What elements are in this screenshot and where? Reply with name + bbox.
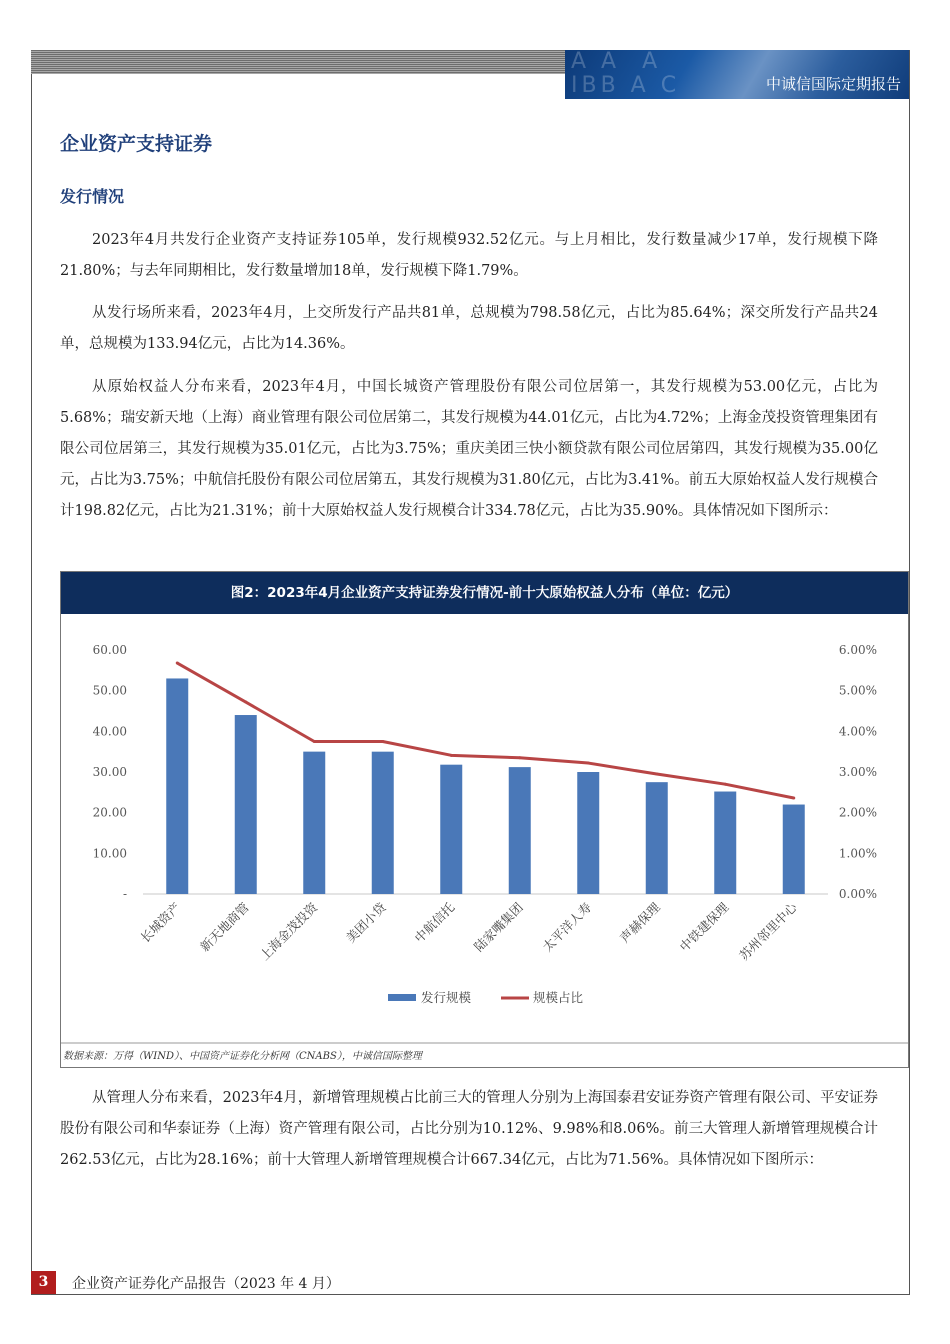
category-label: 声赫保理 (616, 899, 663, 946)
paragraph-originator-distribution: 从原始权益人分布来看，2023年4月，中国长城资产管理股份有限公司位居第一，其发行规模为53.00亿元，占比为5.68%；瑞安新天地（上海）商业管理有限公司位居第二，其发行规模为44.01亿元，占比为4.72%；上海金茂投资管理集团有限公司位居第三，其发行规模为35.01亿元，占比为3.75%；重庆美团三快小额贷款有限公司位居第四，其发行规模为35.00亿元，占比为3.75%；中航信托股份有限公司位居第五，其发行规模为31.80亿元，占比为3.41%。前五大原始权益人发行规模合计198.82亿元，占比为21.31%；前十大原始权益人发行规模合计334.78亿元，占比为35.90%。具体情况如下图所示： (60, 379, 878, 519)
line-scale-share (177, 663, 794, 798)
bar-issuance-scale (166, 678, 188, 894)
bar-issuance-scale (509, 767, 531, 894)
footer-rule (31, 1294, 910, 1295)
bar-issuance-scale (577, 772, 599, 894)
right-axis-tick-label: 2.00% (838, 805, 877, 820)
line-point-scale-share (381, 740, 384, 743)
category-label: 太平洋人寿 (539, 899, 595, 955)
right-axis-tick-label: 5.00% (838, 683, 877, 698)
section-title: 企业资产支持证券 (60, 133, 213, 155)
bar-issuance-scale (440, 765, 462, 894)
bar-issuance-scale (783, 805, 805, 894)
left-axis-tick-label: 60.00 (92, 643, 127, 657)
figure-caption: 图2：2023年4月企业资产支持证券发行情况-前十大原始权益人分布（单位：亿元） (61, 572, 908, 614)
paragraph-manager-distribution: 从管理人分布来看，2023年4月，新增管理规模占比前三大的管理人分别为上海国泰君安证券资产管理有限公司、平安证券股份有限公司和华泰证券（上海）资产管理有限公司，占比分别为10.12%、9.98%和8.06%。前三大管理人新增管理规模合计262.53亿元，占比为28.16%；前十大管理人新增管理规模合计667.34亿元，占比为71.56%。具体情况如下图所示： (60, 1090, 878, 1168)
bar-issuance-scale (646, 782, 668, 894)
bar-issuance-scale (235, 715, 257, 894)
header-stripe-band (31, 50, 565, 74)
legend-label-bar: 发行规模 (421, 990, 472, 1005)
category-label: 上海金茂投资 (256, 899, 321, 964)
right-axis-tick-label: 6.00% (838, 643, 877, 657)
left-axis-tick-label: 10.00 (92, 846, 127, 861)
category-label: 陆家嘴集团 (471, 899, 526, 955)
category-label: 新天地商管 (197, 899, 252, 955)
left-axis-tick-label: 40.00 (92, 724, 127, 739)
line-point-scale-share (450, 754, 453, 757)
legend-label-line: 规模占比 (533, 990, 584, 1005)
logo-letter-pattern: A A A IBB A C CCA A (571, 49, 681, 122)
figure-data-source: 数据来源：万得（WIND）、中国资产证券化分析网（CNABS），中诚信国际整理 (63, 1051, 422, 1062)
bar-line-combo-chart (61, 615, 908, 1045)
category-label: 美团小贷 (342, 899, 389, 946)
right-axis-tick-label: 4.00% (838, 724, 877, 739)
line-point-scale-share (724, 783, 727, 786)
line-point-scale-share (655, 773, 658, 776)
category-label: 中铁建保理 (676, 899, 732, 955)
left-axis-tick-label: - (122, 887, 127, 901)
line-point-scale-share (518, 756, 521, 759)
bar-issuance-scale (714, 792, 736, 894)
line-point-scale-share (313, 740, 316, 743)
header-logo-banner (565, 49, 909, 122)
left-axis-tick-label: 50.00 (92, 683, 127, 698)
right-axis-tick-label: 1.00% (838, 846, 877, 861)
bar-issuance-scale (303, 752, 325, 894)
bar-issuance-scale (372, 752, 394, 894)
page-frame-left (31, 50, 32, 1294)
category-label: 长城资产 (137, 899, 184, 946)
subsection-title: 发行情况 (60, 187, 125, 206)
left-axis-tick-label: 30.00 (92, 765, 127, 779)
report-series-title: 中诚信国际定期报告 (765, 75, 901, 93)
line-point-scale-share (792, 797, 795, 800)
right-axis-tick-label: 3.00% (838, 765, 877, 779)
paragraph-issuance-overview: 2023年4月共发行企业资产支持证券105单，发行规模932.52亿元。与上月相比，发行数量减少17单，发行规模下降21.80%；与去年同期相比，发行数量增加18单，发行规模下降1.79%。 (60, 232, 878, 279)
line-point-scale-share (587, 762, 590, 765)
right-axis-tick-label: 0.00% (838, 887, 877, 901)
line-point-scale-share (176, 662, 179, 665)
category-label: 苏州邻里中心 (736, 899, 800, 964)
footer-report-name: 企业资产证券化产品报告（2023 年 4 月） (72, 1276, 340, 1292)
category-label: 中航信托 (411, 899, 458, 946)
legend-swatch-bar (388, 994, 416, 1001)
left-axis-tick-label: 20.00 (92, 805, 127, 820)
page-number-badge: 3 (31, 1271, 56, 1294)
paragraph-exchange-distribution: 从发行场所来看，2023年4月，上交所发行产品共81单，总规模为798.58亿元，占比为85.64%；深交所发行产品共24单，总规模为133.94亿元，占比为14.36%。 (60, 305, 878, 352)
line-point-scale-share (244, 701, 247, 704)
figure-originator-chart (60, 571, 909, 1068)
page-frame-right (909, 50, 910, 1294)
